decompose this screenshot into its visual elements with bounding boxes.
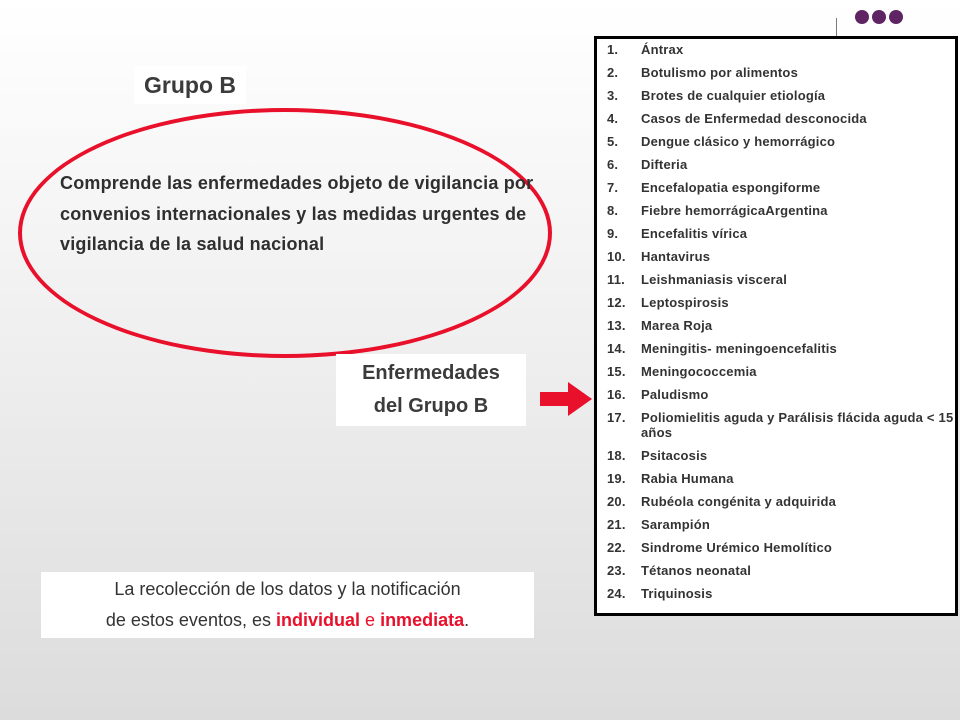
- disease-number: 12.: [607, 294, 626, 310]
- disease-list-item: [607, 448, 955, 464]
- decorative-dots-icon: [855, 10, 906, 26]
- disease-name: Marea Roja: [641, 317, 713, 333]
- disease-name: Ántrax: [641, 42, 684, 57]
- disease-number: 20.: [607, 493, 626, 509]
- disease-name: Encefalitis vírica: [641, 225, 748, 241]
- note-line-2-start: de estos eventos, es: [105, 610, 271, 630]
- note-end: .: [464, 610, 470, 630]
- disease-number: 23.: [607, 562, 626, 578]
- disease-list-item: [607, 88, 955, 104]
- notification-note: [41, 572, 534, 638]
- disease-list-item: [607, 42, 955, 58]
- disease-list-item: [607, 471, 955, 487]
- disease-name: Casos de Enfermedad desconocida: [641, 110, 867, 126]
- list-heading-line1: Enfermedades: [362, 362, 500, 384]
- disease-list-item: [607, 387, 955, 403]
- disease-number: 11.: [607, 271, 625, 287]
- note-conjunction: e: [365, 610, 376, 630]
- disease-number: 10.: [607, 248, 626, 264]
- disease-list-item: [607, 272, 955, 288]
- disease-number: 18.: [607, 447, 626, 463]
- disease-list-item: [607, 226, 955, 242]
- disease-number: 8.: [607, 202, 619, 218]
- disease-name: Fiebre hemorrágicaArgentina: [641, 202, 828, 218]
- disease-number: 22.: [607, 539, 626, 555]
- disease-name: Hantavirus: [641, 248, 711, 264]
- disease-list-item: [607, 410, 955, 441]
- disease-list-item: [607, 318, 955, 334]
- disease-name: Triquinosis: [641, 585, 713, 601]
- list-heading-line2: del Grupo B: [373, 395, 489, 417]
- disease-list-item: [607, 134, 955, 150]
- disease-number: 4.: [607, 110, 619, 126]
- disease-list-item: [607, 540, 955, 556]
- disease-name: Rubéola congénita y adquirida: [641, 493, 837, 509]
- disease-number: 7.: [607, 179, 619, 195]
- disease-name: Sindrome Urémico Hemolítico: [641, 539, 833, 555]
- slide-title: Grupo B: [134, 66, 246, 104]
- disease-number: 14.: [607, 340, 626, 356]
- disease-list-item: [607, 295, 955, 311]
- list-heading: [336, 354, 526, 426]
- disease-list: [597, 39, 955, 601]
- disease-number: 21.: [607, 516, 626, 532]
- disease-number: 1.: [607, 42, 619, 57]
- disease-list-item: [607, 249, 955, 265]
- disease-list-item: [607, 563, 955, 579]
- disease-list-item: [607, 341, 955, 357]
- disease-number: 2.: [607, 64, 619, 80]
- disease-number: 13.: [607, 317, 626, 333]
- disease-number: 19.: [607, 470, 626, 486]
- group-description: Comprende las enfermedades objeto de vigilancia por convenios internacionales y las medidas urgentes de vigilancia de la salud nacional: [60, 173, 534, 254]
- disease-name: Sarampión: [641, 516, 710, 532]
- disease-number: 16.: [607, 386, 626, 402]
- disease-list-item: [607, 517, 955, 533]
- disease-name: Leptospirosis: [641, 294, 729, 310]
- disease-name: Leishmaniasis visceral: [641, 271, 788, 287]
- disease-name: Meningitis- meningoencefalitis: [641, 340, 837, 356]
- disease-name: Rabia Humana: [641, 470, 734, 486]
- note-individual: individual: [276, 610, 361, 630]
- disease-list-item: [607, 111, 955, 127]
- disease-list-item: [607, 586, 955, 602]
- disease-number: 5.: [607, 133, 619, 149]
- disease-list-item: [607, 180, 955, 196]
- disease-name: Meningococcemia: [641, 363, 757, 379]
- disease-number: 17.: [607, 409, 626, 425]
- disease-number: 24.: [607, 585, 626, 601]
- disease-list-panel: [594, 36, 958, 616]
- note-inmediata: inmediata: [380, 610, 465, 630]
- disease-number: 9.: [607, 225, 619, 241]
- disease-name: Brotes de cualquier etiología: [641, 87, 826, 103]
- disease-name: Psitacosis: [641, 447, 708, 463]
- arrow-right-icon: [540, 382, 592, 416]
- disease-list-item: [607, 203, 955, 219]
- disease-name: Difteria: [641, 156, 688, 172]
- disease-name: Paludismo: [641, 386, 709, 402]
- disease-name: Tétanos neonatal: [641, 562, 752, 578]
- disease-name: Encefalopatia espongiforme: [641, 179, 821, 195]
- disease-name: Botulismo por alimentos: [641, 64, 799, 80]
- disease-number: 6.: [607, 156, 619, 172]
- note-line-2: [41, 605, 534, 636]
- disease-name: Poliomielitis aguda y Parálisis flácida aguda < 15 años: [641, 409, 954, 440]
- disease-number: 3.: [607, 87, 619, 103]
- decorative-divider: [836, 18, 837, 36]
- disease-number: 15.: [607, 363, 626, 379]
- note-line-1: La recolección de los datos y la notificación: [114, 579, 461, 599]
- disease-list-item: [607, 364, 955, 380]
- disease-list-item: [607, 157, 955, 173]
- disease-list-item: [607, 494, 955, 510]
- disease-name: Dengue clásico y hemorrágico: [641, 133, 836, 149]
- disease-list-item: [607, 65, 955, 81]
